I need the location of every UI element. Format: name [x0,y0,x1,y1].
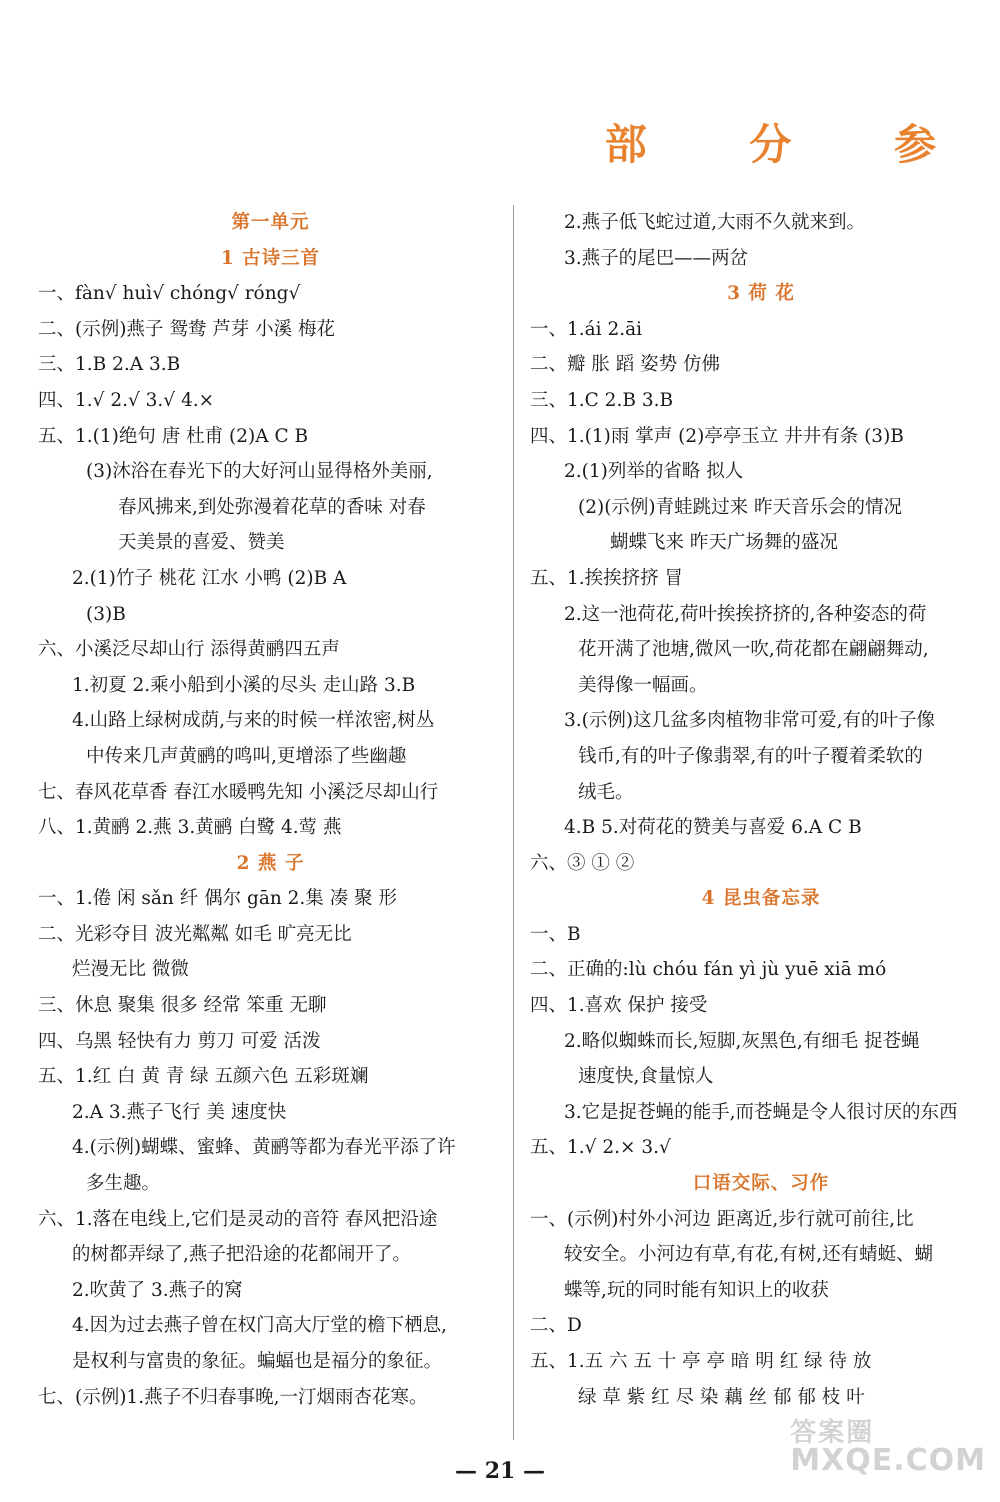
answer-line: 七、春风花草香 春江水暖鸭先知 小溪泛尽却山行 [38,781,439,803]
answer-line: 4.(示例)蝴蝶、蜜蜂、黄鹂等都为春光平添了许 [72,1137,456,1159]
answer-line: 的树都弄绿了,燕子把沿途的花都闹开了。 [72,1244,411,1266]
answer-line: 中传来几声黄鹂的鸣叫,更增添了些幽趣 [86,745,407,767]
answer-line: 一、1.ái 2.āi [530,318,643,340]
answer-line: 2.(1)列举的省略 拟人 [564,461,744,483]
answer-line: 五、1.挨挨挤挤 冒 [530,567,684,589]
answer-line: 2.(1)竹子 桃花 江水 小鸭 (2)B A [72,567,347,589]
answer-line: 多生趣。 [86,1173,161,1195]
answer-line: 4.因为过去燕子曾在权门高大厅堂的檐下栖息, [72,1315,448,1337]
answer-line: 七、(示例)1.燕子不归春事晚,一汀烟雨杏花寒。 [38,1386,428,1408]
answer-line: 四、1.√ 2.√ 3.√ 4.× [38,389,215,411]
answer-line: 三、休息 聚集 很多 经常 笨重 无聊 [38,995,327,1017]
answer-line: 绒毛。 [578,781,634,803]
answer-line: 四、乌黑 轻快有力 剪刀 可爱 活泼 [38,1030,321,1052]
answer-line: 2.吹黄了 3.燕子的窝 [72,1279,243,1301]
answer-line: 二、瓣 胀 蹈 姿势 仿佛 [530,354,721,376]
answer-line: 二、正确的:lù chóu fán yì jù yuē xiā mó [530,959,887,981]
answer-line: 五、1.(1)绝句 唐 杜甫 (2)A C B [38,425,309,447]
watermark-en: MXQE.COM [790,1443,986,1478]
section-title: 口语交际、习作 [692,1173,830,1195]
answer-line: 2.这一池荷花,荷叶挨挨挤挤的,各种姿态的荷 [564,603,927,625]
answer-line: 花开满了池塘,微风一吹,荷花都在翩翩舞动, [578,639,929,661]
answer-line: 4.山路上绿树成荫,与来的时候一样浓密,树丛 [72,710,435,732]
answer-line: 钱币,有的叶子像翡翠,有的叶子覆着柔软的 [578,745,923,767]
answer-line: 五、1.红 白 黄 青 绿 五颜六色 五彩斑斓 [38,1066,369,1088]
answer-line: 四、1.喜欢 保护 接受 [530,995,708,1017]
answer-line: 2.A 3.燕子飞行 美 速度快 [72,1101,287,1123]
page-number: — 21 — [455,1458,545,1484]
answer-line: 2.略似蜘蛛而长,短脚,灰黑色,有细毛 捉苍蝇 [564,1030,920,1052]
answer-line: 四、1.(1)雨 掌声 (2)亭亭玉立 井井有条 (3)B [530,425,904,447]
answer-line: (2)(示例)青蛙跳过来 昨天音乐会的情况 [578,496,903,518]
answer-line: 五、1.√ 2.× 3.√ [530,1137,671,1159]
section-title: 4 昆虫备忘录 [701,888,821,910]
answer-line: 三、1.C 2.B 3.B [530,389,674,411]
answer-line: 一、B [530,923,581,945]
section-title: 第一单元 [231,212,310,233]
answer-line: 1.初夏 2.乘小船到小溪的尽头 走山路 3.B [72,674,416,696]
left-column [38,205,503,1415]
answer-line: 是权利与富贵的象征。蝙蝠也是福分的象征。 [72,1351,443,1372]
answer-line: 3.燕子的尾巴——两岔 [564,247,749,269]
answer-line: 五、1.五 六 五 十 亭 亭 暗 明 红 绿 待 放 [530,1351,872,1372]
answer-line: 4.B 5.对荷花的赞美与喜爱 6.A C B [564,817,862,839]
column-divider [513,205,514,1440]
answer-line: (3)B [86,603,126,625]
answer-line: 一、fàn√ huì√ chóng√ róng√ [38,283,301,305]
answer-line: 六、1.落在电线上,它们是灵动的音符 春风把沿途 [38,1208,438,1230]
answer-line: 春风拂来,到处弥漫着花草的香味 对春 [118,496,426,518]
watermark [790,1420,986,1476]
answer-line: 六、小溪泛尽却山行 添得黄鹂四五声 [38,639,340,661]
answer-line: 天美景的喜爱、赞美 [118,532,285,554]
answer-line: 美得像一幅画。 [578,674,708,696]
answer-line: 蝶等,玩的同时能有知识上的收获 [564,1279,829,1301]
answer-line: 3.(示例)这几盆多肉植物非常可爱,有的叶子像 [564,710,935,732]
answer-line: 速度快,食量惊人 [578,1066,714,1088]
answer-line: 一、(示例)村外小河边 距离近,步行就可前往,比 [530,1208,914,1230]
answer-line: 二、D [530,1315,582,1337]
answer-line: 二、(示例)燕子 鸳鸯 芦芽 小溪 梅花 [38,318,335,340]
answer-line: 三、1.B 2.A 3.B [38,354,181,376]
section-title: 2 燕 子 [236,852,305,874]
watermark-cn: 答案圈 [790,1418,875,1448]
answer-line: (3)沐浴在春光下的大好河山显得格外美丽, [86,461,433,483]
answer-line: 八、1.黄鹂 2.燕 3.黄鹂 白鹭 4.莺 燕 [38,817,342,839]
answer-line: 一、1.倦 闲 sǎn 纤 偶尔 gān 2.集 凑 聚 形 [38,888,397,910]
answer-line: 较安全。小河边有草,有花,有树,还有蜻蜓、蝴 [564,1244,934,1266]
section-header: 部 分 参 [604,120,980,169]
right-column [530,205,992,1415]
section-title: 1 古诗三首 [220,247,321,269]
answer-line: 烂漫无比 微微 [72,959,189,981]
answer-line: 六、③ ① ② [530,852,635,874]
answer-line: 绿 草 紫 红 尽 染 藕 丝 郁 郁 枝 叶 [578,1386,865,1408]
answer-line: 3.它是捉苍蝇的能手,而苍蝇是令人很讨厌的东西 [564,1101,958,1123]
answer-line: 蝴蝶飞来 昨天广场舞的盛况 [610,532,838,554]
section-title: 3 荷 花 [727,283,795,305]
answer-line: 2.燕子低飞蛇过道,大雨不久就来到。 [564,212,866,233]
answer-line: 二、光彩夺目 波光粼粼 如毛 旷亮无比 [38,923,352,945]
